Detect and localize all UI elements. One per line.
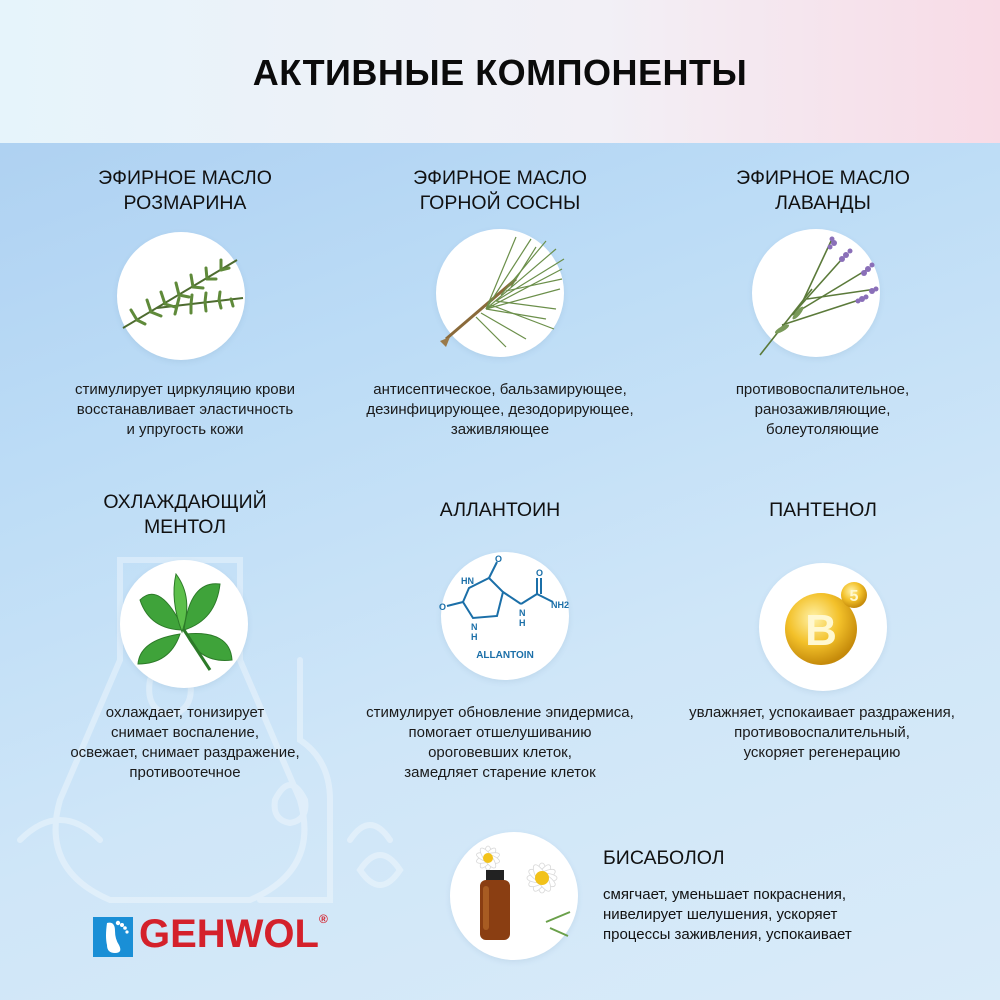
component-allantoin: [375, 498, 625, 523]
menthol-description: охлаждает, тонизирует снимает воспаление, освежает, снимает раздражение, противоотечное: [70, 704, 300, 781]
gehwol-logo: [93, 912, 328, 963]
component-pine: [375, 166, 625, 216]
allantoin-atom: H: [519, 618, 526, 628]
rosemary-description: стимулирует циркуляцию крови восстанавливает эластичность и упругость кожи: [75, 381, 295, 438]
allantoin-atom: O: [439, 602, 447, 612]
pine-description: антисептическое, бальзамирующее, дезинфицирующее, дезодорирующее, заживляющее: [366, 381, 634, 438]
bisabolol-description: смягчает, уменьшает покраснения, нивелирует шелушения, ускоряет процессы заживления, успокаивает: [603, 886, 852, 943]
vitamin-b5-image: [759, 563, 887, 691]
lavender-image: [752, 229, 880, 357]
lavender-description: противовоспалительное, ранозаживляющие, болеутоляющие: [735, 381, 910, 438]
component-rosemary: [60, 166, 310, 216]
page-title: АКТИВНЫЕ КОМПОНЕНТЫ: [252, 52, 748, 93]
rosemary-image: [117, 232, 245, 360]
component-panthenol: [698, 498, 948, 523]
allantoin-atom: N: [519, 608, 526, 618]
component-title: АЛЛАНТОИН: [439, 499, 561, 521]
allantoin-atom: O: [495, 554, 503, 564]
allantoin-atom: N: [471, 622, 478, 632]
component-title: ЭФИРНОЕ МАСЛО ЛАВАНДЫ: [736, 167, 910, 214]
foot-icon: [93, 917, 133, 957]
component-title: ЭФИРНОЕ МАСЛО РОЗМАРИНА: [98, 167, 272, 214]
component-title: ОХЛАЖДАЮЩИЙ МЕНТОЛ: [103, 491, 267, 538]
allantoin-description: стимулирует обновление эпидермиса, помогает отшелушиванию ороговевших клеток, замедляет старение клеток: [366, 704, 634, 781]
component-menthol: [60, 490, 310, 540]
allantoin-caption: ALLANTOIN: [476, 650, 534, 661]
bisabolol-title: БИСАБОЛОЛ: [603, 847, 725, 869]
component-lavender: [698, 166, 948, 216]
allantoin-image: [441, 552, 569, 680]
allantoin-atom: H: [471, 632, 478, 642]
panthenol-description: увлажняет, успокаивает раздражения, противовоспалительный, ускоряет регенерацию: [689, 704, 955, 761]
component-title: ЭФИРНОЕ МАСЛО ГОРНОЙ СОСНЫ: [413, 167, 587, 214]
vitamin-number: 5: [849, 588, 859, 605]
component-title: ПАНТЕНОЛ: [769, 499, 877, 521]
allantoin-atom: NH2: [551, 600, 570, 610]
allantoin-atom: O: [536, 568, 544, 578]
vitamin-letter: B: [805, 606, 837, 655]
chamomile-image: [450, 832, 578, 960]
header-banner: [0, 0, 1000, 143]
allantoin-atom: HN: [461, 576, 474, 586]
pine-image: [436, 229, 564, 357]
mint-image: [120, 560, 248, 688]
brand-name: GEHWOL®: [139, 912, 328, 956]
